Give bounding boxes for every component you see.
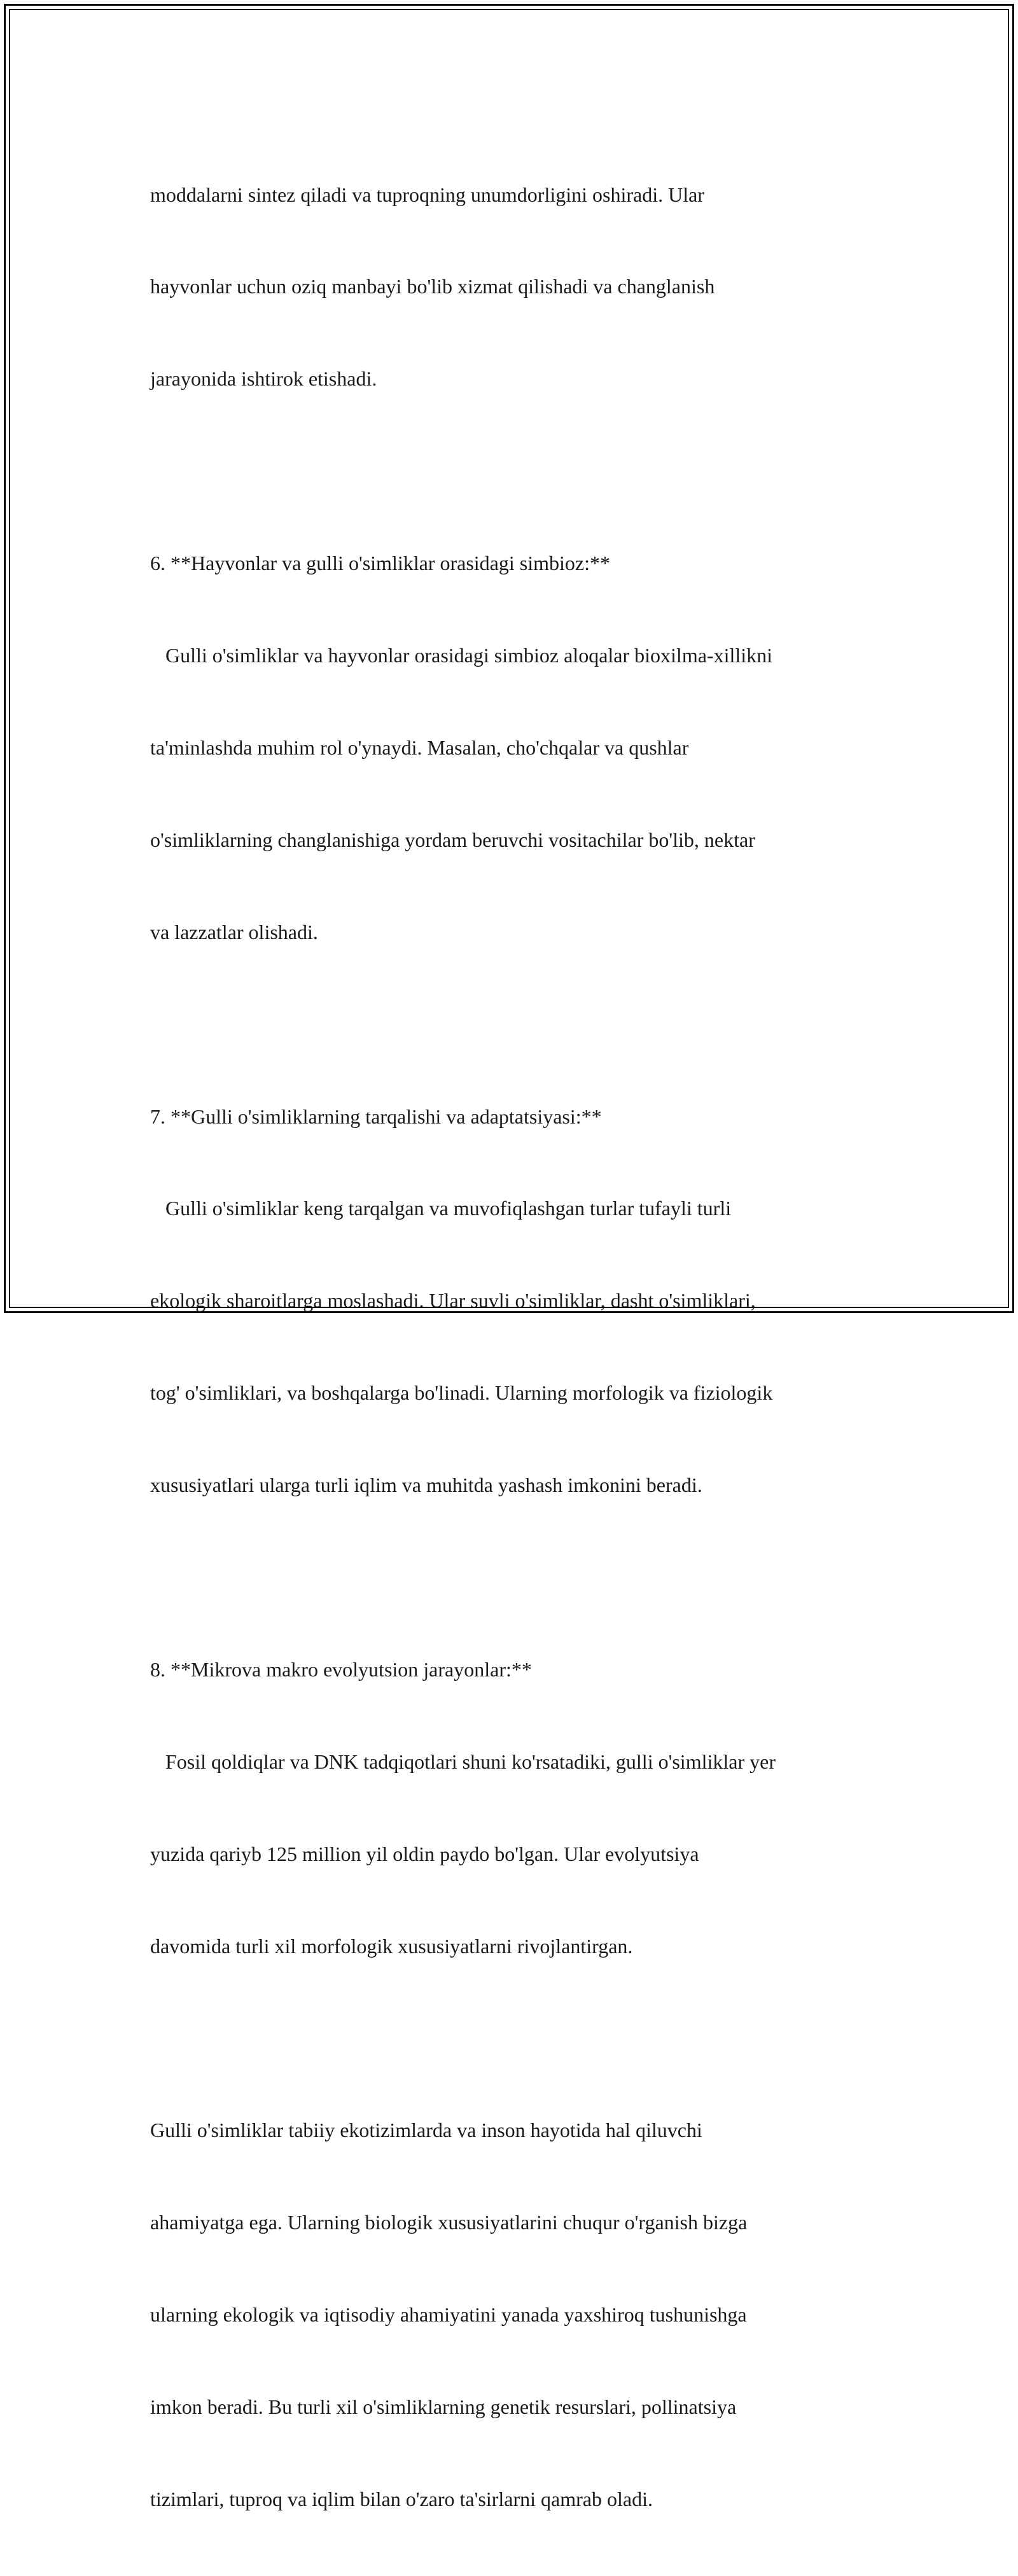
section-8 [150, 1592, 875, 2023]
section-heading: 8. **Mikrova makro evolyutsion jarayonlar:** [150, 1657, 532, 1681]
paragraph-gap [150, 2023, 875, 2053]
text-line: imkon beradi. Bu turli xil o'simliklarning genetik resurslari, pollinatsiya [150, 2395, 737, 2418]
text-line: ahamiyatga ega. Ularning biologik xususiyatlarini chuqur o'rganish bizga [150, 2211, 748, 2234]
text-line: yuzida qariyb 125 million yil oldin paydo bo'lgan. Ular evolyutsiya [150, 1842, 699, 1865]
paragraph-conclusion [150, 2054, 875, 2576]
text-line: xususiyatlari ularga turli iqlim va muhitda yashash imkonini beradi. [150, 1473, 702, 1497]
text-line: ularning ekologik va iqtisodiy ahamiyatini yanada yaxshiroq tushunishga [150, 2303, 747, 2327]
text-line: Gulli o'simliklar keng tarqalgan va muvofiqlashgan turlar tufayli turli [150, 1197, 732, 1220]
text-line: tizimlari, tuproq va iqlim bilan o'zaro ta'sirlarni qamrab oladi. [150, 2487, 653, 2510]
text-line: moddalarni sintez qiladi va tuproqning unumdorligini oshiradi. Ular [150, 183, 704, 206]
text-line: davomida turli xil morfologik xususiyatlarni rivojlantirgan. [150, 1934, 633, 1958]
text-line: Fosil qoldiqlar va DNK tadqiqotlari shuni ko'rsatadiki, gulli o'simliklar yer [150, 1750, 776, 1773]
section-heading: 7. **Gulli o'simliklarning tarqalishi va adaptatsiyasi:** [150, 1104, 602, 1128]
text-line: hayvonlar uchun oziq manbayi bo'lib xizmat qilishadi va changlanish [150, 275, 715, 298]
document-body [150, 118, 875, 2576]
text-line: Gulli o'simliklar va hayvonlar orasidagi simbioz aloqalar bioxilma-xillikni [150, 644, 773, 667]
paragraph-gap [150, 456, 875, 486]
section-heading: 6. **Hayvonlar va gulli o'simliklar orasidagi simbioz:** [150, 552, 610, 575]
text-line: jarayonida ishtirok etishadi. [150, 367, 377, 391]
text-line: ekologik sharoitlarga moslashadi. Ular suvli o'simliklar, dasht o'simliklari, [150, 1289, 756, 1312]
section-7 [150, 1040, 875, 1562]
text-line: ta'minlashda muhim rol o'ynaydi. Masalan, cho'chqalar va qushlar [150, 735, 689, 759]
text-line: Gulli o'simliklar tabiiy ekotizimlarda va inson hayotida hal qiluvchi [150, 2119, 702, 2142]
text-line: va lazzatlar olishadi. [150, 920, 318, 943]
paragraph-gap [150, 1009, 875, 1040]
section-6 [150, 487, 875, 1009]
paragraph-gap [150, 1562, 875, 1592]
text-line: tog' o'simliklari, va boshqalarga bo'linadi. Ularning morfologik va fiziologik [150, 1381, 773, 1405]
paragraph-intro-continuation [150, 118, 875, 456]
text-line: o'simliklarning changlanishiga yordam beruvchi vositachilar bo'lib, nektar [150, 828, 755, 851]
